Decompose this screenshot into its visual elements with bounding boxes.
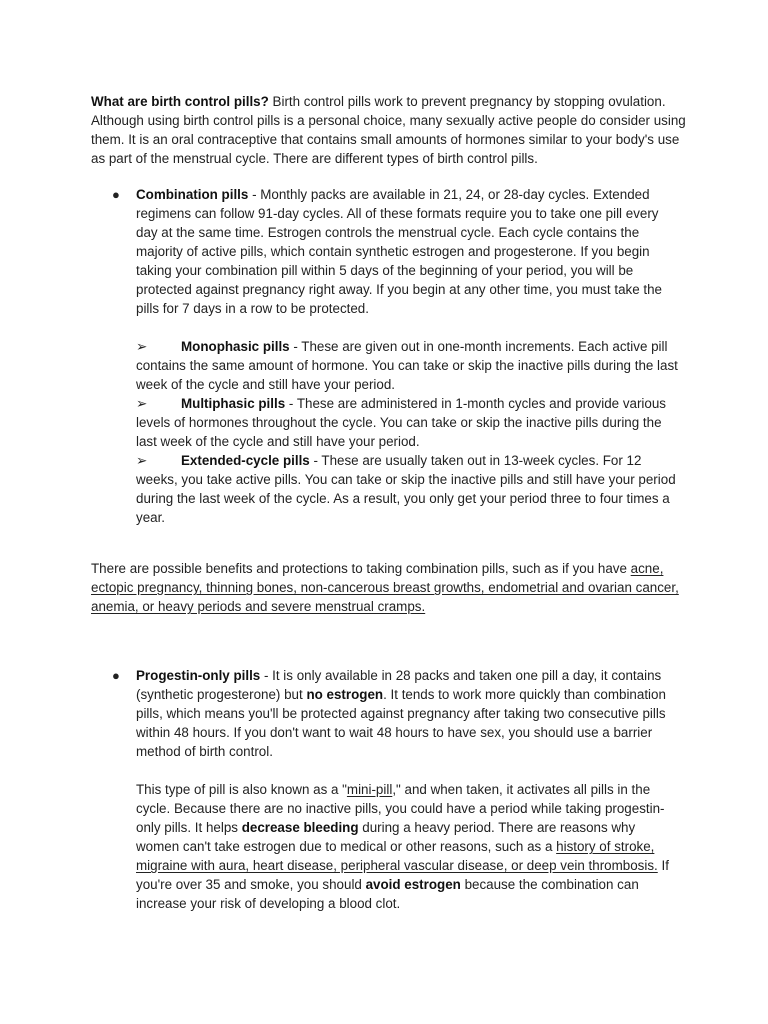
contraindications-list: history of stroke, migraine with aura, heart disease, peripheral vascular disease, or deep vein thrombosis. xyxy=(136,839,658,873)
benefits-text: There are possible benefits and protections to taking combination pills, such as if you have xyxy=(91,561,631,576)
subtype-text: - These are administered in 1-month cycles and provide various levels of hormones throughout the cycle. You can take or skip the inactive pills during the last week of the cycle and still have your period. xyxy=(136,396,667,449)
benefits-list: acne, ectopic pregnancy, thinning bones, non-cancerous breast growths, endometrial and ovarian cancer, anemia, or heavy periods and severe menstrual cramps. xyxy=(91,561,679,614)
intro-text: Birth control pills work to prevent pregnancy by stopping ovulation. Although using birth control pills is a personal choice, many sexually active people do consider using them. It is an oral contraceptive that contains small amounts of hormones similar to your body's use as part of the menstrual cycle. There are different types of birth control pills. xyxy=(91,94,686,166)
subtype-term: Extended-cycle pills xyxy=(181,453,310,468)
arrow-bullet-icon: ➢ xyxy=(136,396,148,411)
no-estrogen-emphasis: no estrogen xyxy=(306,687,384,702)
mini-pill-term: mini-pill xyxy=(346,782,393,797)
subtype-text: - These are usually taken out in 13-week cycles. For 12 weeks, you take active pills. You can take or skip the inactive pills and still have your period during the last week of the cycle. As a result, you only get your period three to four times a year. xyxy=(136,453,676,525)
pill-subtypes-list xyxy=(136,337,682,527)
subtype-monophasic xyxy=(136,337,682,394)
combination-paragraph xyxy=(136,185,682,318)
subtype-multiphasic xyxy=(136,394,682,451)
bullet-progestin-only-pills xyxy=(112,666,682,913)
intro-heading: What are birth control pills? xyxy=(91,94,269,109)
subtype-text: - These are given out in one-month increments. Each active pill contains the same amount of hormone. You can take or skip the inactive pills during the last week of the cycle and still have your period. xyxy=(136,339,678,392)
bullet-dot-icon: ● xyxy=(112,187,120,202)
arrow-bullet-icon: ➢ xyxy=(136,453,148,468)
mini-pill-paragraph xyxy=(136,780,682,913)
bullet-combination-pills xyxy=(112,185,682,318)
progestin-paragraph xyxy=(136,666,682,761)
progestin-term: Progestin-only pills xyxy=(136,668,261,683)
progestin-text: - It is only available in 28 packs and taken one pill a day, it contains (synthetic progesterone) but xyxy=(136,668,662,702)
mini-pill-text: during a heavy period. There are reasons why women can't take estrogen due to medical or other reasons, such as a xyxy=(136,820,636,854)
subtype-term: Multiphasic pills xyxy=(181,396,286,411)
mini-pill-text: This type of pill is also known as a " xyxy=(136,782,347,797)
intro-paragraph xyxy=(91,92,691,168)
decrease-bleeding-emphasis: decrease bleeding xyxy=(241,820,359,835)
arrow-bullet-icon: ➢ xyxy=(136,339,148,354)
subtype-extended-cycle xyxy=(136,451,682,527)
progestin-text: . It tends to work more quickly than combination pills, which means you'll be protected against pregnancy after taking two consecutive pills within 48 hours. If you don't want to wait 48 hours to have sex, you should use a barrier method of birth control. xyxy=(136,687,666,759)
mini-pill-text: ," and when taken, it activates all pills in the cycle. Because there are no inactive pills, you could have a period while taking progestin-only pills. It helps xyxy=(136,782,665,835)
combination-text: - Monthly packs are available in 21, 24, or 28-day cycles. Extended regimens can follow 91-day cycles. All of these formats require you to take one pill every day at the same time. Estrogen controls the menstrual cycle. Each cycle contains the majority of active pills, which contain synthetic estrogen and progesterone. If you begin taking your combination pill within 5 days of the beginning of your period, you will be protected against pregnancy right away. If you begin at any other time, you must take the pills for 7 days in a row to be protected. xyxy=(136,187,663,316)
avoid-estrogen-emphasis: avoid estrogen xyxy=(365,877,461,892)
subtype-term: Monophasic pills xyxy=(181,339,290,354)
combination-term: Combination pills xyxy=(136,187,249,202)
benefits-paragraph xyxy=(91,559,691,616)
bullet-dot-icon: ● xyxy=(112,668,120,683)
mini-pill-text: because the combination can increase your risk of developing a blood clot. xyxy=(136,877,639,911)
mini-pill-text: If you're over 35 and smoke, you should xyxy=(136,858,669,892)
